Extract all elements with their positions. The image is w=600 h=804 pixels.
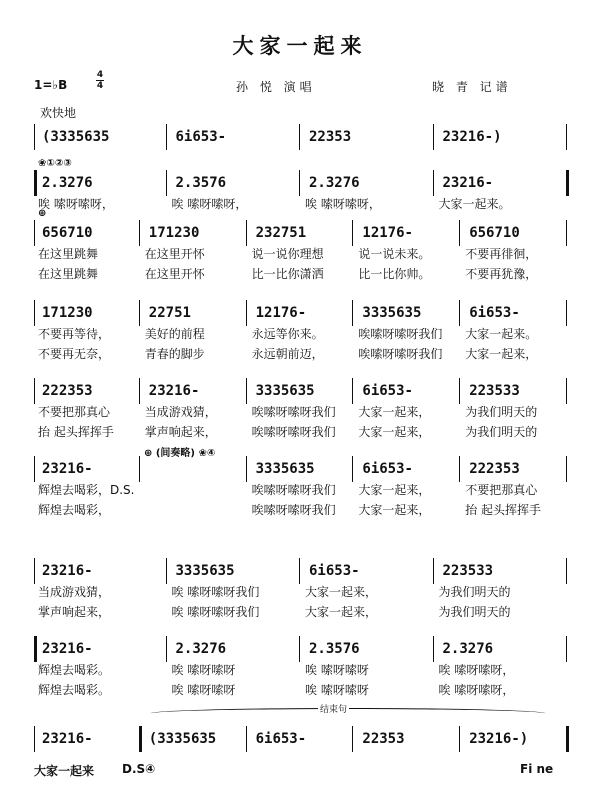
lyric-line-verse-1 <box>34 582 568 602</box>
lyric-phrase: 在这里跳舞 <box>38 247 99 261</box>
barline <box>433 124 434 150</box>
ending-label: 结束句 <box>318 702 349 715</box>
measure: 23216- <box>148 383 200 399</box>
score-system <box>34 728 568 750</box>
barline <box>566 124 567 150</box>
lyric-phrase: 大家一起来， <box>358 405 431 419</box>
lyric-phrase: 唉 嗦呀嗦呀， <box>305 197 381 211</box>
repeat-marker: ⊕ <box>38 208 47 219</box>
measure: 222353 <box>42 383 93 399</box>
measure: 2.3276 <box>175 641 227 657</box>
footer-ds: D.S④ <box>122 762 156 776</box>
score-system <box>34 158 568 214</box>
barline <box>139 220 140 246</box>
lyric-phrase: 比一比你潇洒 <box>251 267 324 281</box>
lyric-phrase: 抬 起头挥挥手 <box>38 425 114 439</box>
lyric-phrase: 唉嗦呀嗦呀我们 <box>251 483 336 497</box>
barline <box>34 220 35 246</box>
lyric-phrase: 唉 嗦呀嗦呀 <box>171 683 236 697</box>
measure: 12176- <box>255 305 307 321</box>
measure: 2.3576 <box>309 641 360 657</box>
footer-title: 大家一起来 <box>34 764 95 778</box>
lyric-phrase: 唉嗦呀嗦呀我们 <box>251 425 336 439</box>
barline <box>566 558 567 584</box>
time-signature <box>96 70 104 91</box>
lyric-phrase: 说一说未来。 <box>358 247 431 261</box>
barline <box>166 636 167 662</box>
measure: 2.3276 <box>442 641 494 657</box>
notation-line <box>34 458 568 480</box>
measure: 23216- <box>42 731 93 747</box>
notation-line <box>34 126 568 148</box>
lyric-line-verse-1 <box>34 324 568 344</box>
lyric-phrase: 唉 嗦呀嗦呀， <box>171 197 248 211</box>
repeat-marker: ⊕ (间奏略) ❀④ <box>144 448 216 459</box>
lyric-line-verse-2 <box>34 264 568 284</box>
lyric-phrase: 永远朝前迈， <box>251 347 324 361</box>
lyric-phrase: 在这里跳舞 <box>38 267 99 281</box>
measure: 656710 <box>469 225 520 241</box>
lyric-phrase: 不要再无奈， <box>38 347 111 361</box>
barline <box>566 300 567 326</box>
lyric-phrase: 不要再犹豫， <box>465 267 538 281</box>
lyric-line-verse-2 <box>34 344 568 364</box>
measure: 23216- <box>442 175 494 191</box>
barline <box>166 170 167 196</box>
lyric-phrase: 唉嗦呀嗦呀我们 <box>251 405 336 419</box>
lyric-phrase: 唉 嗦呀嗦呀， <box>438 663 515 677</box>
barline <box>459 378 460 404</box>
lyric-line-verse-2 <box>34 500 568 520</box>
measure: 3335635 <box>255 461 315 477</box>
measure: 2.3276 <box>309 175 360 191</box>
score-system <box>34 126 568 148</box>
barline <box>139 456 140 482</box>
barline <box>566 220 567 246</box>
lyric-phrase: 唉 嗦呀嗦呀我们 <box>171 585 260 599</box>
lyric-phrase: 唉 嗦呀嗦呀 <box>305 663 369 677</box>
measure: 6i653- <box>362 383 413 399</box>
score-system <box>34 638 568 700</box>
barline <box>166 124 167 150</box>
barline <box>566 726 569 752</box>
lyric-phrase: 青春的脚步 <box>144 347 205 361</box>
notation-line <box>34 638 568 660</box>
lyric-line-verse-1 <box>34 480 568 500</box>
measure: 656710 <box>42 225 93 241</box>
barline <box>139 300 140 326</box>
lyric-phrase: 大家一起来。 <box>438 197 511 211</box>
measure: 12176- <box>362 225 413 241</box>
measure: 171230 <box>42 305 93 321</box>
notation-line <box>34 222 568 244</box>
repeat-marker: ❀①②③ <box>38 158 72 169</box>
barline <box>299 636 300 662</box>
lyric-phrase: 为我们明天的 <box>438 585 511 599</box>
measure: 171230 <box>148 225 200 241</box>
barline <box>139 378 140 404</box>
lyric-phrase: 不要把那真心 <box>38 405 111 419</box>
measure: 232751 <box>255 225 307 241</box>
barline <box>352 220 353 246</box>
barline <box>352 456 353 482</box>
barline <box>352 300 353 326</box>
measure: 223533 <box>442 563 494 579</box>
measure: 23216- <box>42 563 93 579</box>
lyric-line-verse-1 <box>34 660 568 680</box>
barline <box>459 726 460 752</box>
barline <box>299 124 300 150</box>
lyric-phrase: 为我们明天的 <box>438 605 511 619</box>
footer-fine: Fi ne <box>520 762 554 776</box>
measure: 23216-) <box>469 731 529 747</box>
barline <box>34 456 35 482</box>
measure: (3335635 <box>42 129 110 145</box>
lyric-phrase: 唉 嗦呀嗦呀我们 <box>171 605 260 619</box>
lyric-phrase: 大家一起来， <box>305 605 378 619</box>
time-top: 4 <box>96 70 104 80</box>
lyric-phrase: 辉煌去喝彩，D.S. <box>38 483 135 497</box>
barline <box>246 726 247 752</box>
barline <box>433 558 434 584</box>
barline <box>246 220 247 246</box>
score-system <box>34 302 568 364</box>
measure: 3335635 <box>362 305 422 321</box>
lyric-phrase: 为我们明天的 <box>465 405 538 419</box>
barline <box>299 558 300 584</box>
lyric-line-verse-2 <box>34 602 568 622</box>
lyric-phrase: 在这里开怀 <box>144 267 205 281</box>
barline <box>34 300 35 326</box>
measure: 2.3276 <box>42 175 93 191</box>
barline <box>166 558 167 584</box>
score-system <box>34 560 568 622</box>
lyric-phrase: 当成游戏猜， <box>38 585 111 599</box>
measure: 6i653- <box>309 563 360 579</box>
barline <box>246 300 247 326</box>
lyric-phrase: 唉嗦呀嗦呀我们 <box>251 503 336 517</box>
lyric-phrase: 大家一起来。 <box>465 327 538 341</box>
barline <box>566 636 567 662</box>
lyric-phrase: 大家一起来， <box>465 347 538 361</box>
barline <box>34 726 35 752</box>
lyric-phrase: 唉 嗦呀嗦呀， <box>438 683 515 697</box>
barline <box>566 170 569 196</box>
barline <box>566 456 567 482</box>
song-title: 大家一起来 <box>232 34 368 58</box>
measure: (3335635 <box>148 731 217 747</box>
barline <box>246 456 247 482</box>
barline <box>34 170 37 196</box>
lyric-phrase: 为我们明天的 <box>465 425 538 439</box>
notation-line <box>34 728 568 750</box>
barline <box>299 170 300 196</box>
lyric-phrase: 当成游戏猜， <box>144 405 217 419</box>
lyric-phrase: 说一说你理想 <box>251 247 324 261</box>
lyric-phrase: 美好的前程 <box>144 327 205 341</box>
notation-line <box>34 302 568 324</box>
lyric-phrase: 不要再等待， <box>38 327 111 341</box>
measure: 223533 <box>469 383 520 399</box>
lyric-line-verse-2 <box>34 680 568 700</box>
measure: 23216-) <box>442 129 502 145</box>
measure: 23216- <box>42 641 93 657</box>
barline <box>352 378 353 404</box>
lyric-phrase: 不要把那真心 <box>465 483 538 497</box>
lyric-phrase: 掌声响起来， <box>38 605 111 619</box>
lyric-phrase: 永远等你来。 <box>251 327 324 341</box>
measure: 22353 <box>309 129 352 145</box>
notation-line <box>34 172 568 194</box>
lyric-line-verse-1 <box>34 194 568 214</box>
tempo-marking: 欢快地 <box>40 106 77 120</box>
lyric-phrase: 唉嗦呀嗦呀我们 <box>358 347 443 361</box>
measure: 222353 <box>469 461 520 477</box>
measure: 22353 <box>362 731 405 747</box>
lyric-phrase: 抬 起头挥挥手 <box>465 503 542 517</box>
scriber-credit: 晓 青 记谱 <box>432 80 512 94</box>
measure: 6i653- <box>175 129 227 145</box>
measure: 2.3576 <box>175 175 227 191</box>
barline <box>139 726 142 752</box>
measure: 23216- <box>42 461 93 477</box>
score-system <box>34 448 568 520</box>
measure: 6i653- <box>362 461 413 477</box>
measure: 3335635 <box>175 563 235 579</box>
lyric-phrase: 辉煌去喝彩。 <box>38 683 111 697</box>
barline <box>34 558 35 584</box>
notation-line <box>34 560 568 582</box>
barline <box>34 636 37 662</box>
barline <box>459 300 460 326</box>
lyric-phrase: 唉 嗦呀嗦呀， <box>38 197 114 211</box>
lyric-phrase: 辉煌去喝彩。 <box>38 663 111 677</box>
lyric-phrase: 大家一起来， <box>305 585 378 599</box>
time-bottom: 4 <box>96 81 104 91</box>
lyric-phrase: 在这里开怀 <box>144 247 205 261</box>
lyric-line-verse-1 <box>34 402 568 422</box>
measure: 3335635 <box>255 383 315 399</box>
barline <box>352 726 353 752</box>
lyric-phrase: 大家一起来， <box>358 503 431 517</box>
barline <box>459 456 460 482</box>
lyric-phrase: 比一比你帅。 <box>358 267 431 281</box>
singer-credit: 孙 悦 演唱 <box>236 80 316 94</box>
score-system <box>34 380 568 442</box>
lyric-phrase: 唉 嗦呀嗦呀 <box>171 663 236 677</box>
lyric-phrase: 掌声响起来， <box>144 425 217 439</box>
barline <box>459 220 460 246</box>
lyric-phrase: 唉 嗦呀嗦呀 <box>305 683 369 697</box>
measure: 6i653- <box>469 305 520 321</box>
lyric-phrase: 唉嗦呀嗦呀我们 <box>358 327 443 341</box>
lyric-line-verse-1 <box>34 244 568 264</box>
barline <box>566 378 567 404</box>
lyric-phrase: 不要再徘徊， <box>465 247 538 261</box>
measure: 6i653- <box>255 731 307 747</box>
score-system <box>34 208 568 284</box>
key-signature: 1=♭B <box>34 78 68 92</box>
notation-line <box>34 380 568 402</box>
lyric-phrase: 辉煌去喝彩， <box>38 503 111 517</box>
lyric-phrase: 大家一起来， <box>358 483 431 497</box>
barline <box>246 378 247 404</box>
lyric-line-verse-2 <box>34 422 568 442</box>
barline <box>433 636 434 662</box>
measure: 22751 <box>148 305 191 321</box>
barline <box>433 170 434 196</box>
barline <box>34 124 35 150</box>
lyric-phrase: 大家一起来， <box>358 425 431 439</box>
barline <box>34 378 35 404</box>
